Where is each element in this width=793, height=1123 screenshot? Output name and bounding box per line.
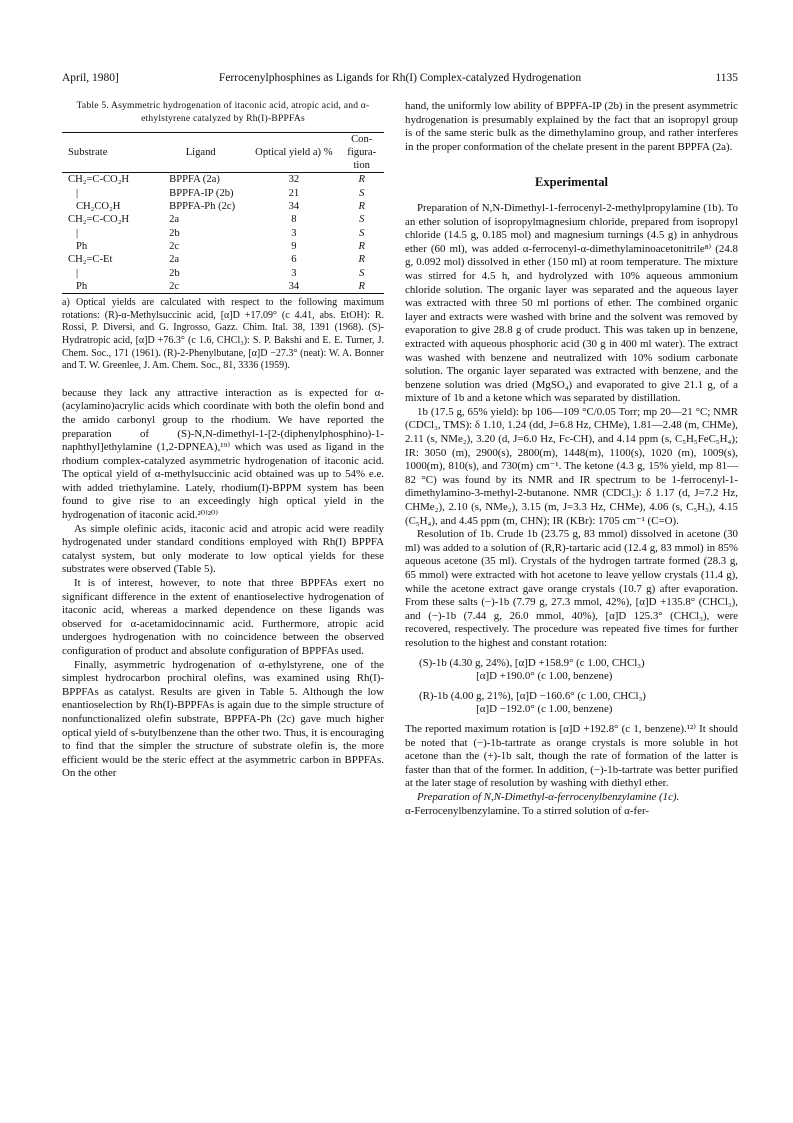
- body-paragraph: hand, the uniformly low ability of BPPFA-IP (2b) in the present asymmetric hydrogenation is presumably explained by the fact that an isopropyl group is of the same steric bulk as the dimethylamino group, and rather interferes in the proper conformation of the chelate present in the parent BPPFA (2a).: [405, 100, 738, 153]
- cell-configuration: R: [358, 280, 365, 292]
- body-paragraph: Resolution of 1b. Crude 1b (23.75 g, 83 mmol) dissolved in acetone (30 ml) was added to a solution of (R,R)-tartaric acid (12.4 g, 83 mmol) in 85% aqueous acetone (35 ml). Crystals of the hydrogen tartrate formed (28.3 g, 65 mmol) were extracted with hot acetone to leave yellow crystals (11.4 g), while the acetone extract gave orange crystals (10.7 g) after evaporation. From these salts (−)-1b (7.79 g, 27.3 mmol, 42%), [α]D +135.8° (CHCl₃), and (−)-1b (7.44 g, 26.0 mmol, 40%), [α]D 125.3° (CHCl₃), were recovered, respectively. The procedure was repeated five times for further resolution to the highest and constant rotation:: [405, 528, 738, 649]
- table-row: [62, 280, 384, 294]
- cell-substrate: |: [68, 227, 79, 239]
- table-row: [62, 187, 384, 200]
- cell-optical-yield: 8: [291, 214, 297, 226]
- cell-substrate: CH₂=C-Et: [68, 254, 113, 266]
- rotation-block: [405, 657, 738, 717]
- cell-optical-yield: 3: [291, 227, 297, 239]
- cell-optical-yield: 21: [288, 187, 300, 199]
- cell-configuration: R: [358, 240, 365, 252]
- right-column: [405, 100, 738, 818]
- cell-ligand: 2c: [169, 240, 180, 252]
- cell-configuration: R: [358, 254, 365, 266]
- body-paragraph: As simple olefinic acids, itaconic acid and atropic acid were readily hydrogenated under standard conditions employed with Rh(I) BPPFA catalyst system, but only moderate to low optical yields for these substrates were observed (Table 5).: [62, 522, 384, 576]
- cell-configuration: S: [359, 267, 365, 279]
- cell-configuration: R: [358, 201, 365, 213]
- table-row: [62, 200, 384, 213]
- cell-optical-yield: 6: [291, 254, 297, 266]
- cell-configuration: S: [359, 187, 365, 199]
- cell-optical-yield: 3: [291, 267, 297, 279]
- rotation-line: [α]D −192.0° (c 1.00, benzene): [419, 703, 613, 716]
- cell-substrate: Ph: [68, 280, 88, 292]
- cell-ligand: 2b: [169, 227, 180, 239]
- table-row: [62, 213, 384, 226]
- rotation-line: [α]D +190.0° (c 1.00, benzene): [419, 670, 613, 683]
- cell-ligand: 2b: [169, 267, 180, 279]
- table-row: [62, 267, 384, 280]
- table-row: [62, 173, 384, 187]
- table-row: [62, 240, 384, 253]
- header-date: April, 1980]: [62, 72, 119, 84]
- table-row: [62, 253, 384, 266]
- body-paragraph: α-Ferrocenylbenzylamine. To a stirred solution of α-fer-: [405, 804, 649, 817]
- cell-optical-yield: 32: [288, 174, 300, 186]
- body-paragraph: The reported maximum rotation is [α]D +192.8° (c 1, benzene).¹²⁾ It should be noted that (−)-1b-tartrate as orange crystals is more soluble in hot acetone than the (+)-1b salt, though the rate of formation of the latter is faster than that of the former. In addition, (−)-1b-tartrate was better purified at the later stage of resolution by washing with diethyl ether.: [405, 722, 738, 790]
- subsection-heading: Preparation of N,N-Dimethyl-α-ferrocenylbenzylamine (1c).: [417, 790, 680, 803]
- col-header-ligand: Ligand: [185, 146, 216, 158]
- cell-ligand: BPPFA (2a): [169, 174, 220, 186]
- body-paragraph: because they lack any attractive interaction as is expected for α-(acylamino)acrylic acids which coordinate with both the olefin bond and the amido carbonyl group to the rhodium. We have reported the preparation of (S)-N,N-dimethyl-1-[2-(diphenylphosphino)-1-naphthyl]ethylamine (1,2-DPNEA),¹⁹⁾ which was used as ligand in the rhodium complex-catalyzed asymmetric hydrogenation of itaconic acid. The optical yield of α-methylsuccinic acid obtained was up to 54% e.e. with added triethylamine. Lately, rhodium(I)-BPPM system has been found to give rise to an exceedingly high optical yield in the hydrogenation of itaconic acid.²⁰⁾²⁰⁾: [62, 386, 384, 522]
- table-5: [62, 132, 384, 295]
- body-paragraph: Finally, asymmetric hydrogenation of α-ethylstyrene, one of the simplest hydrocarbon prochiral olefins, was examined using Rh(I)-BPPFAs as catalyst. Results are given in Table 5. Although the low enantioselection by Rh(I)-BPPFAs is again due to the simple structure of nonfunctionalized olefin substrate, BPPFA-Ph (2c) gave much higher optical yield of s-butylbenzene than the other two. Thus, it is encouraging to find that the simpler the structure of substrate olefin is, the more efficient would be the steric effect at the asymmetric carbon in BPPFAs. On the other: [62, 658, 384, 780]
- rotation-line: (R)-1b (4.00 g, 21%), [α]D −160.6° (c 1.00, CHCl₃): [419, 689, 646, 702]
- left-column: [62, 100, 384, 781]
- cell-optical-yield: 9: [291, 240, 297, 252]
- col-header-configuration: Con-figura-tion: [347, 133, 377, 172]
- cell-ligand: 2a: [169, 254, 180, 266]
- cell-substrate: CH₂CO₂H: [68, 201, 121, 213]
- cell-substrate: |: [68, 187, 79, 199]
- table-caption: Table 5. Asymmetric hydrogenation of itaconic acid, atropic acid, and α-ethylstyrene catalyzed by Rh(I)-BPPFAs: [76, 100, 370, 124]
- cell-optical-yield: 34: [288, 201, 300, 213]
- page-number: 1135: [715, 72, 738, 84]
- col-header-optical-yield: Optical yield a) %: [255, 146, 333, 158]
- cell-substrate: CH₂=C-CO₂H: [68, 214, 130, 226]
- body-paragraph: Preparation of N,N-Dimethyl-1-ferrocenyl-2-methylpropylamine (1b). To an ether solution of isopropylmagnesium chloride, prepared from isopropyl chloride (14.5 g, 0.185 mol) and magnesium turnings (4.5 g) in anhydrous ether (60 ml), was added α-ferrocenyl-α-dimethylaminoacetonitrile⁸⁾ (24.8 g, 0.092 mol) dissolved in ether (150 ml) at room temperature. The mixture was stirred for 4.5 h, and hydrolyzed with 10% aqueous ammonium chloride solution. The organic layer was separated and the aqueous layer was extracted with three 50 ml portions of ether. The combined organic layer and extracts were washed with brine and the solvent was removed by evaporation to give 28.8 g of crude product. This was taken up in benzene, extracted with aqueous phosphoric acid (30 g in 400 ml water). The extract was washed with benzene and neutralized with 10% sodium carbonate solution. The organic layer separated was extracted with benzene, and the benzene solution was dried (MgSO₄) and evaporated to give 21.1 g, of a mixture of 1b and a ketone which was separated by distillation.: [405, 201, 738, 405]
- cell-substrate: |: [68, 267, 79, 279]
- body-paragraph: 1b (17.5 g, 65% yield): bp 106—109 °C/0.05 Torr; mp 20—21 °C; NMR (CDCl₃, TMS): δ 1.10, 1.24 (dd, J=6.8 Hz, CHMe), 1.81—2.48 (m, CHMe), 2.11 (s, NMe₂), 3.20 (d, J=6.0 Hz, Fc-CH), and 4.14 ppm (s, C₅H₅FeC₅H₄); IR: 3050 (m), 2900(s), 2800(m), 1448(m), 1100(s), 1020 (m), 1009(s), 1000(m), 810(s), and 730(m) cm⁻¹. The ketone (4.3 g, 15% yield, mp 81—82 °C) was found by its NMR and IR spectrum to be 1-ferrocenyl-1-dimethylamino-3-methyl-2-butanone. NMR (CDCl₃): δ 1.17 (d, J=7.2 Hz, CHMe₂), 2.10 (s, NMe₂), 3.15 (m, J=3.3 Hz, CHMe), 4.06 (s, C₅H₅), 4.15 (C₅H₄), and 4.45 ppm (m, CHN); IR (KBr): 1705 cm⁻¹ (C=O).: [405, 405, 738, 527]
- cell-configuration: S: [359, 214, 365, 226]
- body-paragraph: It is of interest, however, to note that three BPPFAs exert no significant difference in the extent of enantioselective hydrogenation of itaconic acid, whereas a marked dependence on these ligands was observed for α-acetamidocinnamic acid. Furthermore, atropic acid undergoes hydrogenation with no coincidence between the observed configuration of product and absolute configuration of BPPFAs used.: [62, 577, 384, 657]
- table-row: [62, 227, 384, 240]
- col-header-substrate: Substrate: [68, 146, 108, 158]
- cell-ligand: BPPFA-IP (2b): [169, 187, 234, 199]
- cell-ligand: 2c: [169, 280, 180, 292]
- cell-configuration: S: [359, 227, 365, 239]
- table-footnote: a) Optical yields are calculated with respect to the following maximum rotations: (R)-α-Methylsuccinic acid, [α]D +17.09° (c 4.41, abs. EtOH): R. Rossi, P. Diversi, and G. Ingrosso, Gazz. Chim. Ital. 38, 1391 (1968). (S)-Hydratropic acid, [α]D +76.3° (c 1.6, CHCl₃): S. P. Bakshi and E. E. Turner, J. Chem. Soc., 171 (1961). (R)-2-Phenylbutane, [α]D −27.3° (neat): W. A. Bonner and T. W. Greenlee, J. Am. Chem. Soc., 81, 3336 (1959).: [62, 297, 384, 372]
- rotation-line: (S)-1b (4.30 g, 24%), [α]D +158.9° (c 1.00, CHCl₃): [419, 656, 645, 669]
- cell-substrate: Ph: [68, 240, 88, 252]
- cell-ligand: BPPFA-Ph (2c): [169, 201, 236, 213]
- cell-substrate: CH₂=C-CO₂H: [68, 174, 130, 186]
- cell-ligand: 2a: [169, 214, 180, 226]
- table-body: [62, 173, 384, 294]
- cell-configuration: R: [358, 174, 365, 186]
- cell-optical-yield: 34: [288, 280, 300, 292]
- section-heading: Experimental: [535, 175, 608, 190]
- header-title: Ferrocenylphosphines as Ligands for Rh(I) Complex-catalyzed Hydrogenation: [218, 72, 582, 84]
